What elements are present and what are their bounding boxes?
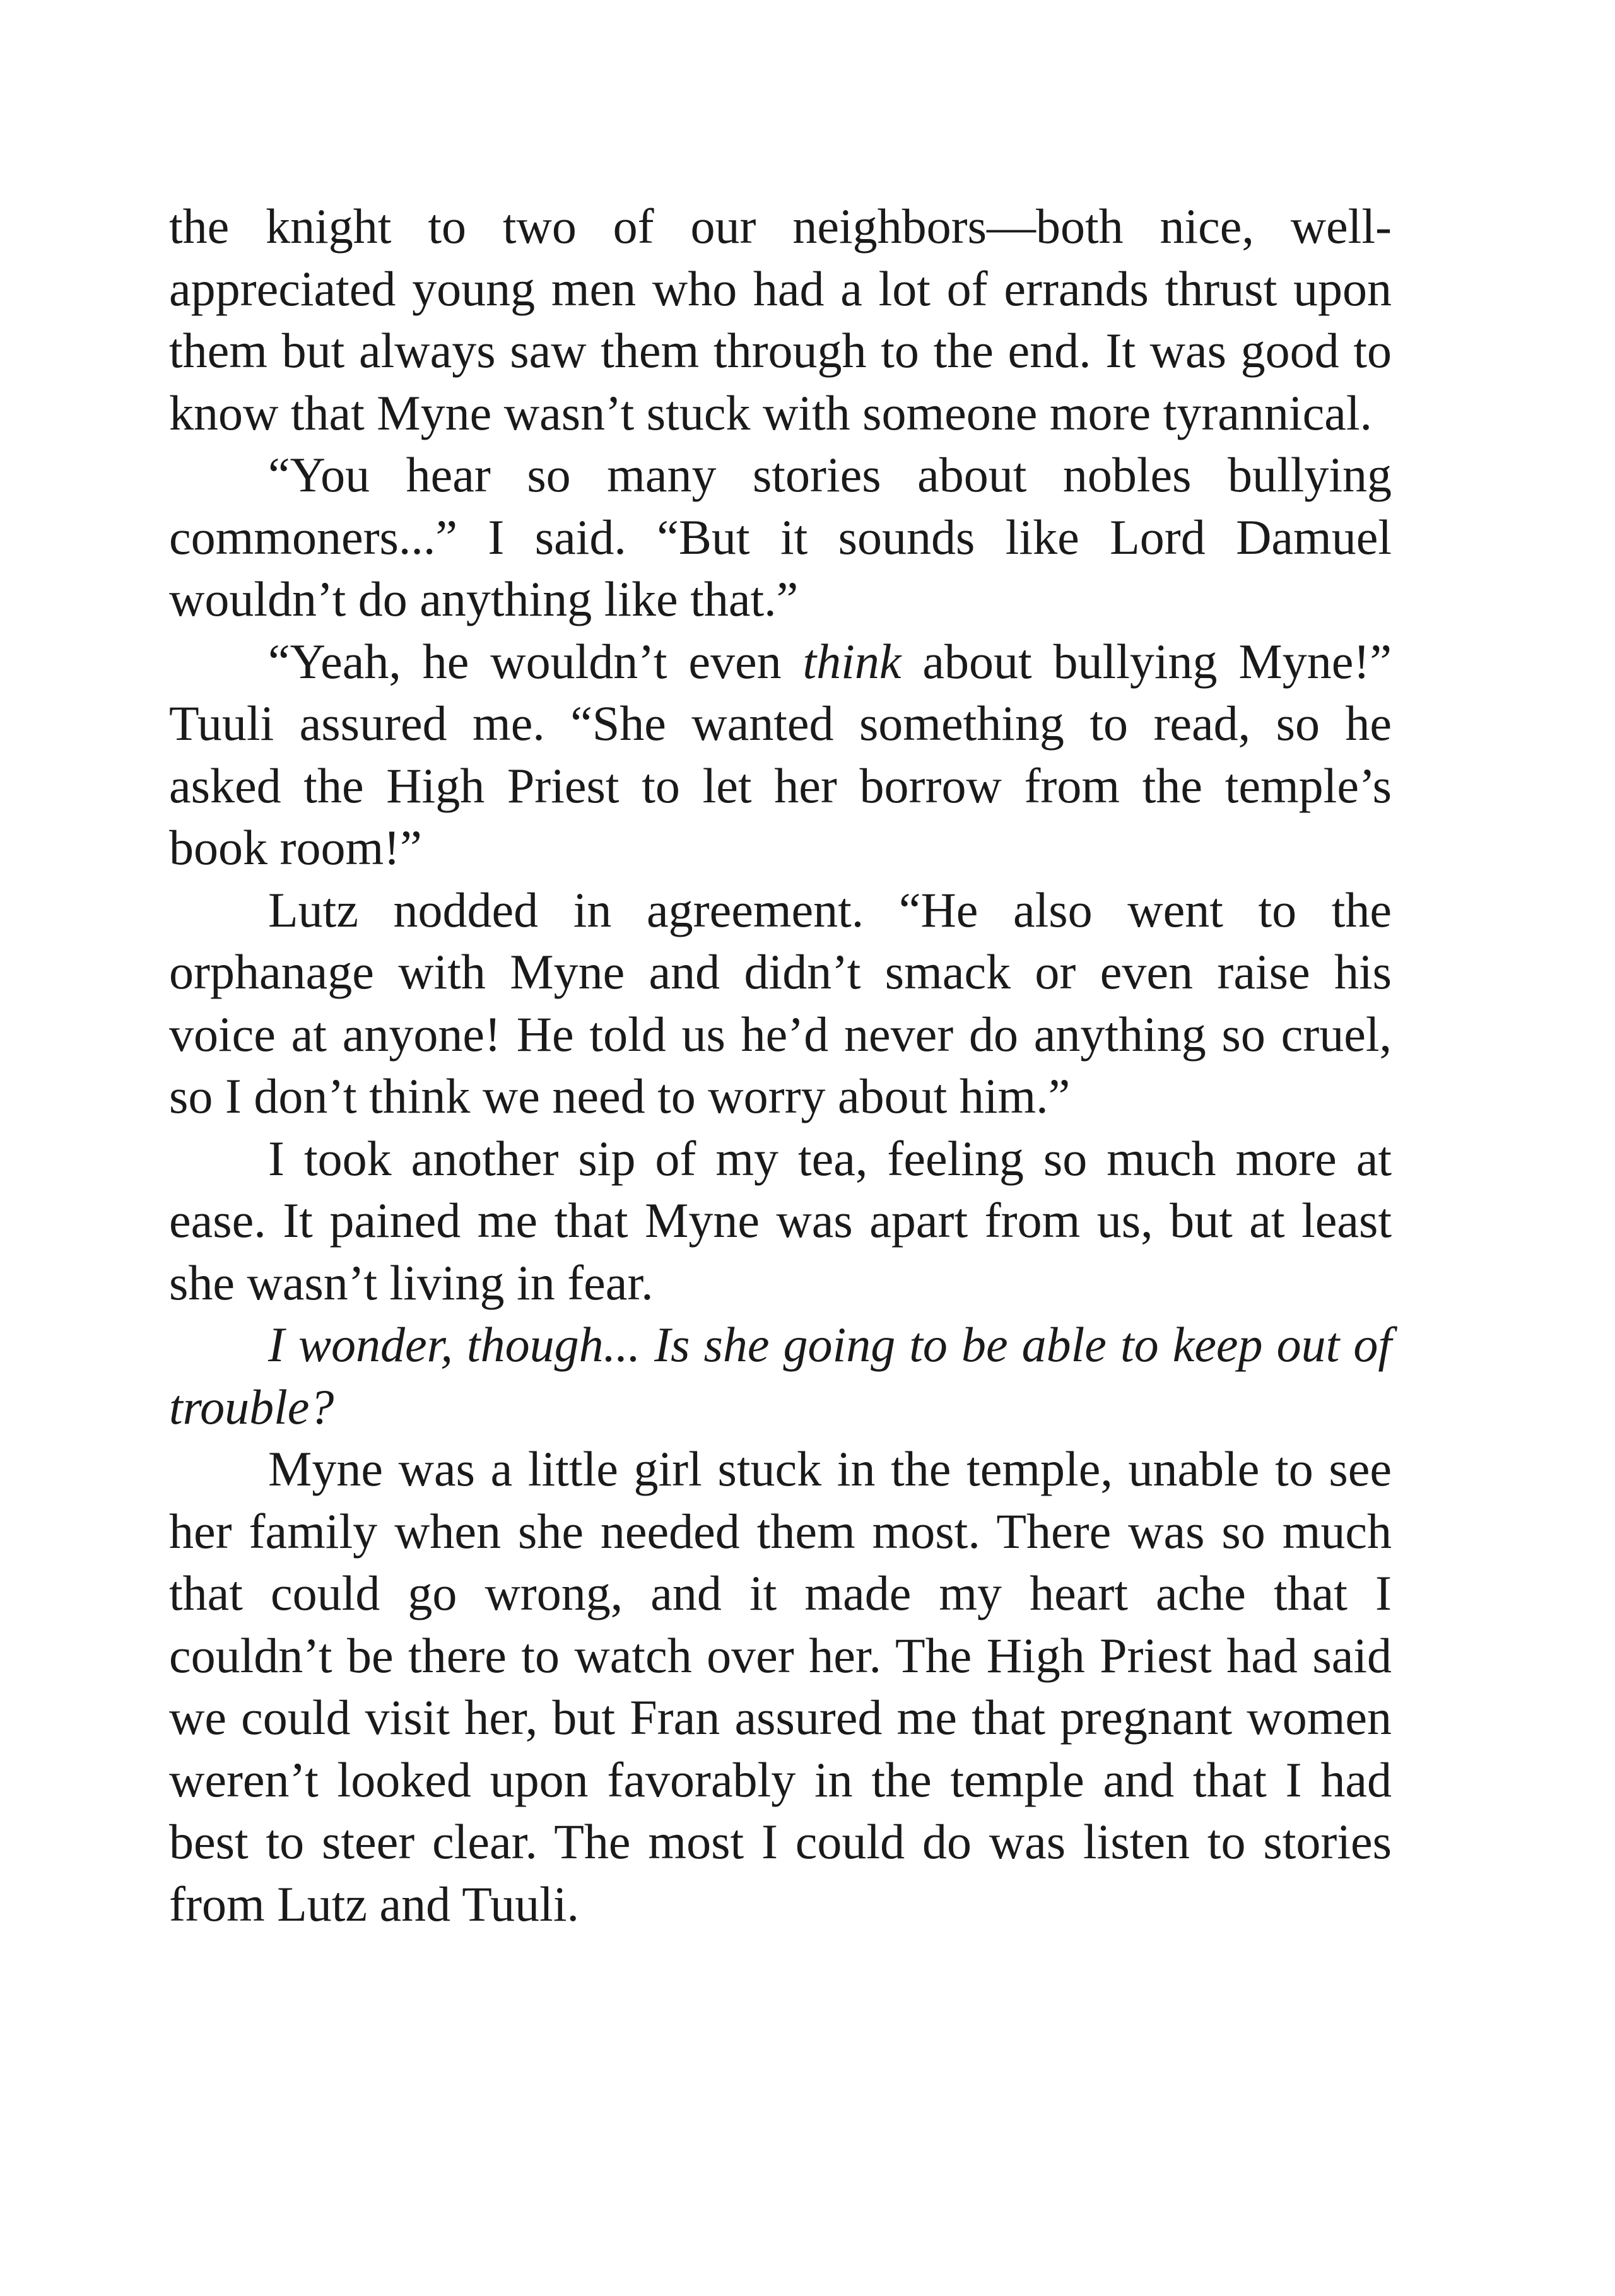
paragraph-1 [169, 196, 1392, 444]
paragraph-5 [169, 1128, 1392, 1315]
paragraph-6-inner-thought [169, 1314, 1392, 1438]
paragraph-text: Lutz nodded in agreement. “He also went to the orphanage with Myne and didn’t smack or even raise his voice at anyone! He told us he’d never do anything so cruel, so I don’t think we need to worry about him.” [169, 882, 1392, 1123]
paragraph-text: about bullying Myne!” Tuuli assured me. “She wanted something to read, so he asked the High Priest to let her borrow from the temple’s book room!” [169, 633, 1392, 875]
paragraph-7 [169, 1438, 1392, 1935]
paragraph-text: “You hear so many stories about nobles bullying commoners...” I said. “But it sounds like Lord Damuel wouldn’t do anything like that.” [169, 447, 1392, 626]
paragraph-text: “Yeah, he wouldn’t even [268, 633, 803, 689]
paragraph-3 [169, 631, 1392, 879]
paragraph-text: Myne was a little girl stuck in the temple, unable to see her family when she needed them most. There was so much that could go wrong, and it made my heart ache that I couldn’t be there to watch over her. The High Priest had said we could visit her, but Fran assured me that pregnant women weren’t looked upon favorably in the temple and that I had best to steer clear. The most I could do was listen to stories from Lutz and Tuuli. [169, 1441, 1392, 1931]
paragraph-4 [169, 879, 1392, 1128]
paragraph-text: I took another sip of my tea, feeling so much more at ease. It pained me that Myne was apart from us, but at least she wasn’t living in fear. [169, 1130, 1392, 1310]
emphasis-text: think [802, 633, 901, 689]
paragraph-text: the knight to two of our neighbors—both nice, well-appreciated young men who had a lot of errands thrust upon them but always saw them through to the end. It was good to know that Myne wasn’t stuck with someone more tyrannical. [169, 199, 1392, 440]
paragraph-2 [169, 444, 1392, 631]
paragraph-text: I wonder, though... Is she going to be able to keep out of trouble? [169, 1317, 1392, 1434]
page-body [169, 196, 1392, 1935]
